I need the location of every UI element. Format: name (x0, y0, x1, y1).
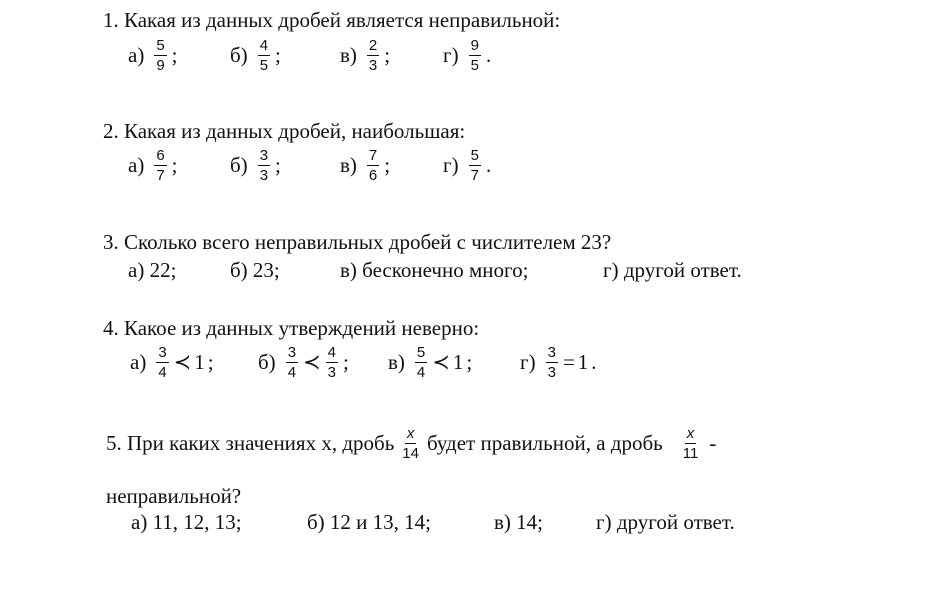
denominator: 5 (259, 57, 269, 74)
q5-option-a: а) 11, 12, 13; (131, 510, 242, 534)
fraction (546, 345, 558, 380)
q4-option-d (520, 345, 597, 380)
option-label: в) (388, 350, 405, 374)
punctuation: ; (384, 43, 391, 67)
question-5-text-part1: 5. При каких значениях х, дробь (106, 431, 395, 455)
numerator: 4 (259, 37, 269, 54)
relation-sign: ≺ (432, 350, 450, 374)
numerator: x (686, 425, 695, 442)
q2-option-b (230, 148, 281, 183)
numerator: 5 (470, 147, 479, 164)
fraction (258, 148, 270, 183)
numerator: 6 (156, 147, 165, 164)
option-label: в) (340, 43, 357, 67)
relation-sign: ≺ (173, 350, 192, 374)
punctuation: . (485, 43, 492, 67)
punctuation: ; (171, 43, 178, 67)
punctuation: ; (207, 350, 214, 374)
denominator: 4 (416, 364, 426, 381)
option-label: б) (230, 153, 248, 177)
q1-option-a (128, 38, 178, 73)
q4-option-a (130, 345, 214, 380)
q3-option-d: г) другой ответ. (603, 258, 742, 282)
q3-option-c: в) бесконечно много; (340, 258, 529, 282)
option-label: а) (128, 153, 145, 177)
option-label: г) (443, 153, 459, 177)
denominator: 5 (470, 57, 479, 74)
numerator: 3 (259, 147, 269, 164)
fraction (286, 345, 298, 380)
q1-option-d (443, 38, 491, 73)
q1-option-c (340, 38, 390, 73)
q4-option-c (388, 345, 472, 380)
denominator: 3 (547, 364, 556, 381)
question-5-text-part2: будет правильной, а дробь (426, 431, 663, 455)
numerator: 9 (470, 37, 479, 54)
punctuation: ; (275, 43, 281, 67)
q3-option-b: б) 23; (230, 258, 280, 282)
fraction (154, 148, 166, 183)
option-label: а) (128, 43, 145, 67)
option-label: г) (443, 43, 459, 67)
punctuation: . (485, 153, 492, 177)
numerator: 5 (156, 37, 165, 54)
q1-option-b (230, 38, 281, 73)
right-hand-side: 1 (194, 350, 205, 374)
punctuation: ; (384, 153, 391, 177)
option-label: а) (130, 350, 147, 374)
option-label: г) (520, 350, 536, 374)
q5-option-c: в) 14; (494, 510, 543, 534)
denominator: 3 (259, 167, 269, 184)
q2-option-d (443, 148, 491, 183)
fraction (154, 38, 166, 73)
numerator: 5 (416, 344, 426, 361)
option-label: б) (258, 350, 276, 374)
numerator: x (406, 425, 415, 442)
fraction (469, 148, 481, 183)
question-2-title: 2. Какая из данных дробей, наибольшая: (103, 119, 466, 143)
denominator: 11 (682, 445, 699, 462)
fraction (415, 345, 427, 380)
relation-sign: = (562, 350, 575, 374)
fraction-x-over-14 (400, 426, 421, 461)
q4-option-b (258, 345, 349, 380)
denominator: 7 (470, 167, 479, 184)
question-5-title-line (106, 426, 716, 461)
punctuation: . (591, 350, 597, 374)
punctuation: ; (275, 153, 281, 177)
denominator: 6 (368, 167, 378, 184)
fraction (326, 345, 338, 380)
denominator: 4 (287, 364, 297, 381)
question-5-dash: - (709, 431, 717, 455)
denominator: 9 (156, 57, 165, 74)
denominator: 4 (158, 364, 167, 381)
denominator: 3 (327, 364, 336, 381)
numerator: 7 (368, 147, 378, 164)
q5-option-d: г) другой ответ. (596, 510, 735, 534)
fraction-x-over-11 (681, 426, 701, 461)
punctuation: ; (171, 153, 178, 177)
numerator: 3 (547, 344, 556, 361)
relation-sign: ≺ (303, 350, 321, 374)
punctuation: ; (466, 350, 473, 374)
right-hand-side: 1 (452, 350, 464, 374)
option-label: б) (230, 43, 248, 67)
denominator: 3 (368, 57, 378, 74)
fraction (156, 345, 168, 380)
fraction (367, 148, 379, 183)
denominator: 7 (156, 167, 165, 184)
numerator: 2 (368, 37, 378, 54)
option-label: в) (340, 153, 357, 177)
denominator: 14 (402, 445, 419, 462)
right-hand-side: 1 (577, 350, 589, 374)
numerator: 3 (287, 344, 297, 361)
fraction (258, 38, 270, 73)
punctuation: ; (342, 350, 349, 374)
q5-option-b: б) 12 и 13, 14; (307, 510, 432, 534)
numerator: 4 (327, 344, 336, 361)
question-1-title: 1. Какая из данных дробей является неправильной: (103, 8, 561, 32)
q2-option-c (340, 148, 390, 183)
question-5-title-continued: неправильной? (106, 484, 242, 508)
question-4-title: 4. Какое из данных утверждений неверно: (103, 316, 480, 340)
fraction (469, 38, 481, 73)
numerator: 3 (158, 344, 167, 361)
fraction (367, 38, 379, 73)
q2-option-a (128, 148, 178, 183)
q3-option-a: а) 22; (128, 258, 177, 282)
question-3-title: 3. Сколько всего неправильных дробей с числителем 23? (103, 230, 612, 254)
